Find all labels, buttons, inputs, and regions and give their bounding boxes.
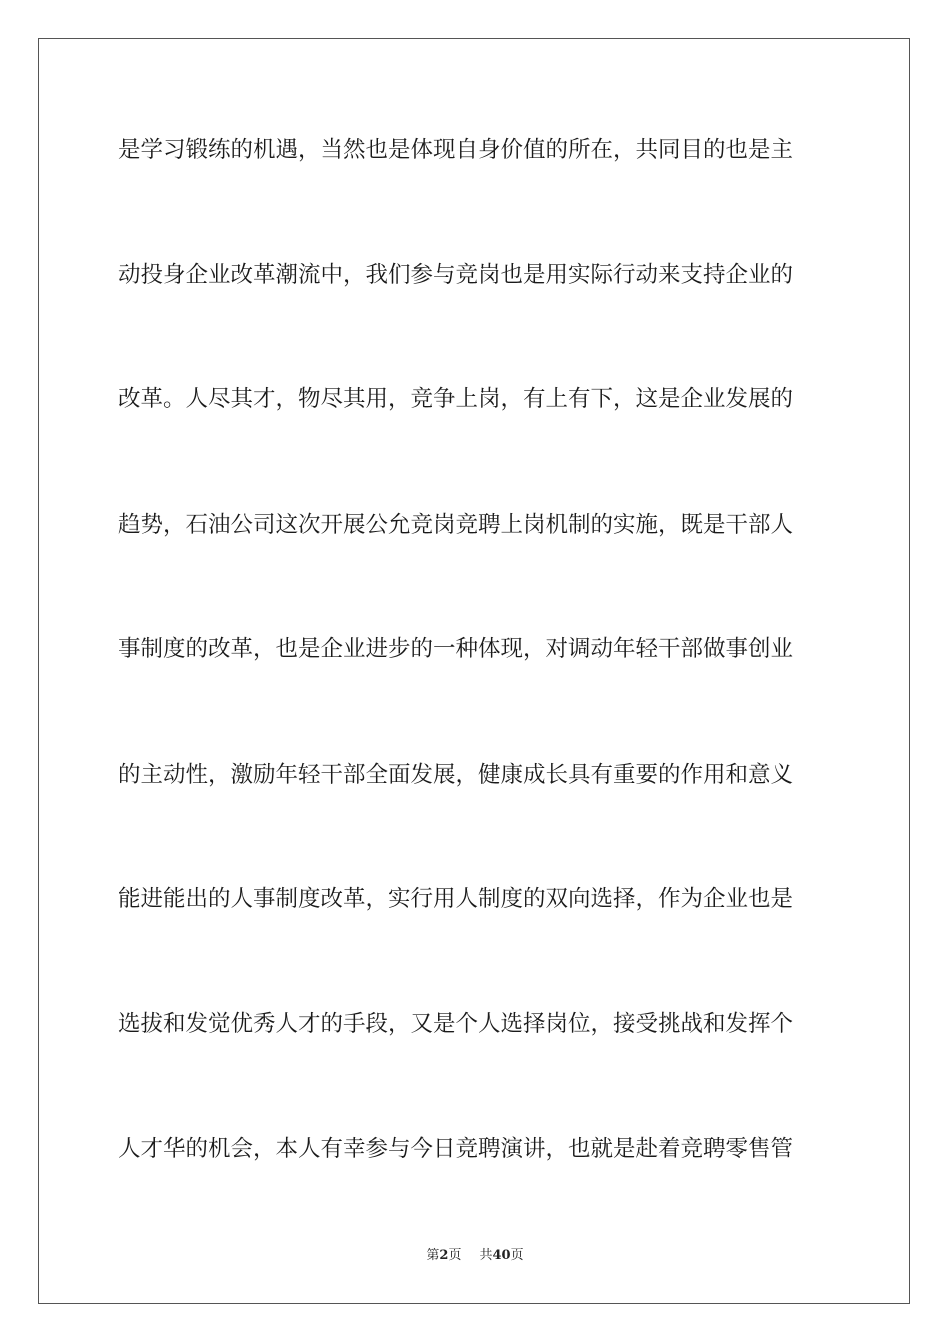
page-number-suffix: 页 <box>448 1248 462 1263</box>
body-text-line: 是学习锻练的机遇，当然也是体现自身价值的所在，共同目的也是主 <box>118 137 794 163</box>
body-text-line: 趋势，石油公司这次开展公允竞岗竞聘上岗机制的实施，既是干部人 <box>118 512 794 538</box>
page-footer <box>0 1246 950 1266</box>
body-text-line: 改革。人尽其才，物尽其用，竞争上岗，有上有下，这是企业发展的 <box>118 386 794 412</box>
page-number: 2 <box>439 1248 449 1263</box>
total-pages-prefix: 共 <box>479 1248 493 1263</box>
body-text-line: 事制度的改革，也是企业进步的一种体现，对调动年轻干部做事创业 <box>118 636 794 662</box>
body-text-line: 动投身企业改革潮流中，我们参与竞岗也是用实际行动来支持企业的 <box>118 262 794 288</box>
body-text-line: 选拔和发觉优秀人才的手段，又是个人选择岗位，接受挑战和发挥个 <box>118 1011 794 1037</box>
body-text-line: 的主动性，激励年轻干部全面发展，健康成长具有重要的作用和意义 <box>118 762 794 788</box>
total-pages-suffix: 页 <box>510 1248 524 1263</box>
body-text-line: 能进能出的人事制度改革，实行用人制度的双向选择，作为企业也是 <box>118 886 794 912</box>
body-text-line: 人才华的机会，本人有幸参与今日竞聘演讲，也就是赴着竞聘零售管 <box>118 1136 794 1162</box>
page-number-prefix: 第 <box>426 1248 440 1263</box>
page-border <box>38 38 910 1304</box>
total-pages: 40 <box>492 1248 511 1263</box>
